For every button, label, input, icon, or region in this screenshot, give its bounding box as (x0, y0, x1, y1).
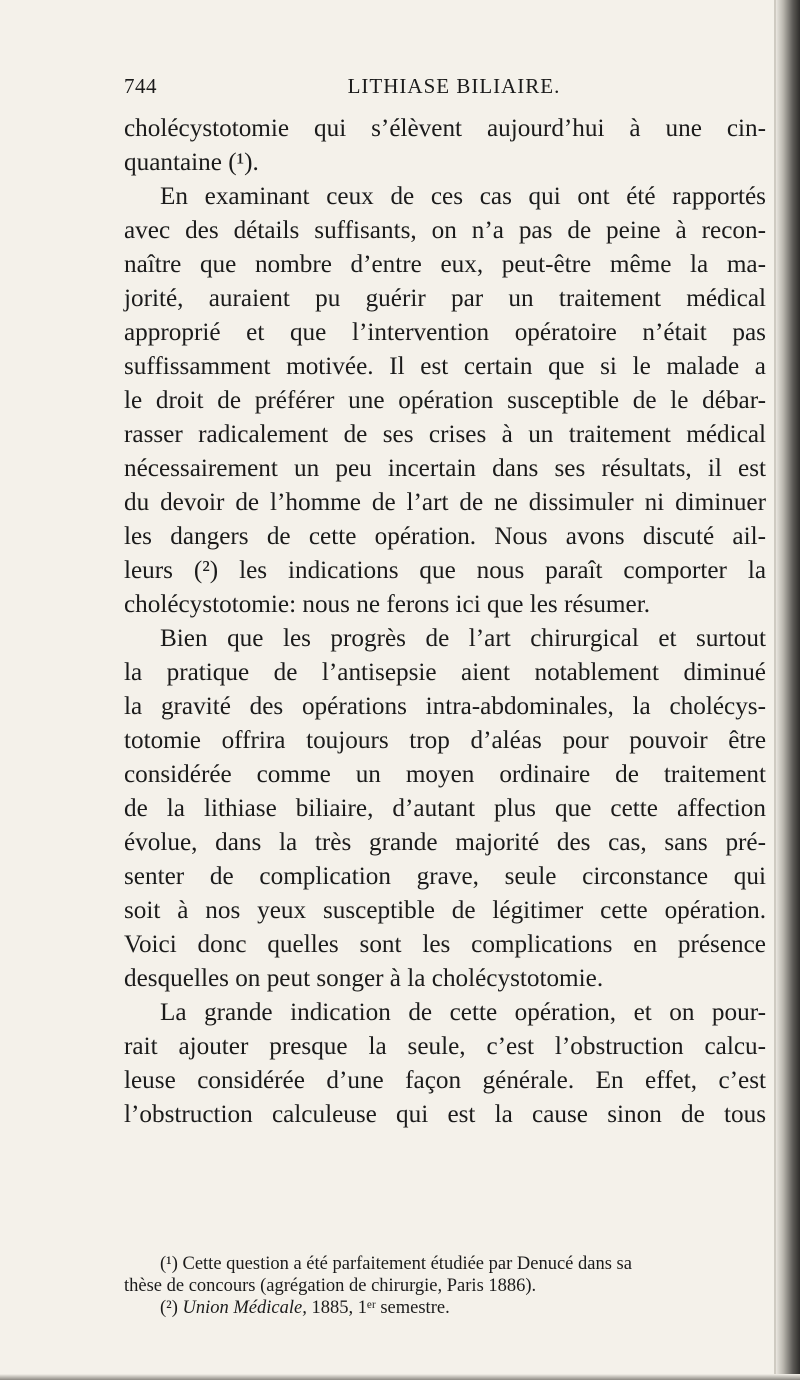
body-line: les dangers de cette opération. Nous avons discuté ail- (124, 523, 766, 550)
body-line: rait ajouter presque la seule, c’est l’obstruction calcu- (124, 1033, 766, 1060)
body-line: senter de complication grave, seule circonstance qui (124, 863, 766, 890)
footnote-2-source: Union Médicale, (182, 1298, 307, 1318)
body-line: quantaine (¹). (124, 149, 259, 176)
page-bottom-edge (0, 1374, 800, 1380)
body-line: du devoir de l’homme de l’art de ne dissimuler ni diminuer (124, 489, 766, 516)
book-binding-edge (776, 0, 800, 1380)
body-line: cholécystotomie qui s’élèvent aujourd’hui à une cin- (124, 115, 766, 142)
body-line: totomie offrira toujours trop d’aléas pour pouvoir être (124, 727, 766, 754)
body-line: soit à nos yeux susceptible de légitimer cette opération. (124, 897, 766, 924)
body-line: rasser radicalement de ses crises à un traitement médical (124, 421, 766, 448)
body-text (124, 112, 766, 1132)
body-line: naître que nombre d’entre eux, peut-être même la ma- (124, 251, 766, 278)
footnote-2-detail: 1885, 1ᵉʳ semestre. (306, 1298, 450, 1318)
body-line: évolue, dans la très grande majorité des cas, sans pré- (124, 829, 766, 856)
footnote-2-marker: (²) (160, 1298, 183, 1318)
body-line: leurs (²) les indications que nous paraît comporter la (124, 557, 766, 584)
page-number: 744 (124, 74, 157, 98)
footnote-1-line-2: thèse de concours (agrégation de chirurgie, Paris 1886). (124, 1276, 537, 1296)
body-line: Bien que les progrès de l’art chirurgical et surtout (160, 625, 766, 652)
body-line: jorité, auraient pu guérir par un traitement médical (124, 285, 766, 312)
body-line: la pratique de l’antisepsie aient notablement diminué (124, 659, 766, 686)
running-title: LITHIASE BILIAIRE. (347, 74, 561, 98)
page-header (124, 74, 764, 104)
body-line: suffissamment motivée. Il est certain que si le malade a (124, 353, 766, 380)
footnotes (124, 1253, 766, 1319)
body-line: desquelles on peut songer à la cholécystotomie. (124, 965, 604, 992)
body-line: La grande indication de cette opération, et on pour- (160, 999, 766, 1026)
body-line: En examinant ceux de ces cas qui ont été rapportés (160, 183, 766, 210)
body-line: leuse considérée d’une façon générale. En effet, c’est (124, 1067, 766, 1094)
body-line: le droit de préférer une opération susceptible de le débar- (124, 387, 766, 414)
footnote-1-line-1: (¹) Cette question a été parfaitement étudiée par Denucé dans sa (160, 1254, 632, 1274)
body-line: cholécystotomie: nous ne ferons ici que les résumer. (124, 591, 650, 618)
body-line: avec des détails suffisants, on n’a pas de peine à recon- (124, 217, 766, 244)
body-line: Voici donc quelles sont les complications en présence (124, 931, 766, 958)
body-line: l’obstruction calculeuse qui est la cause sinon de tous (124, 1101, 766, 1128)
body-line: la gravité des opérations intra-abdominales, la cholécys- (124, 693, 766, 720)
body-line: de la lithiase biliaire, d’autant plus que cette affection (124, 795, 766, 822)
footnote-2 (124, 1297, 766, 1319)
body-line: nécessairement un peu incertain dans ses résultats, il est (124, 455, 766, 482)
body-line: considérée comme un moyen ordinaire de traitement (124, 761, 766, 788)
body-line: approprié et que l’intervention opératoire n’était pas (124, 319, 766, 346)
